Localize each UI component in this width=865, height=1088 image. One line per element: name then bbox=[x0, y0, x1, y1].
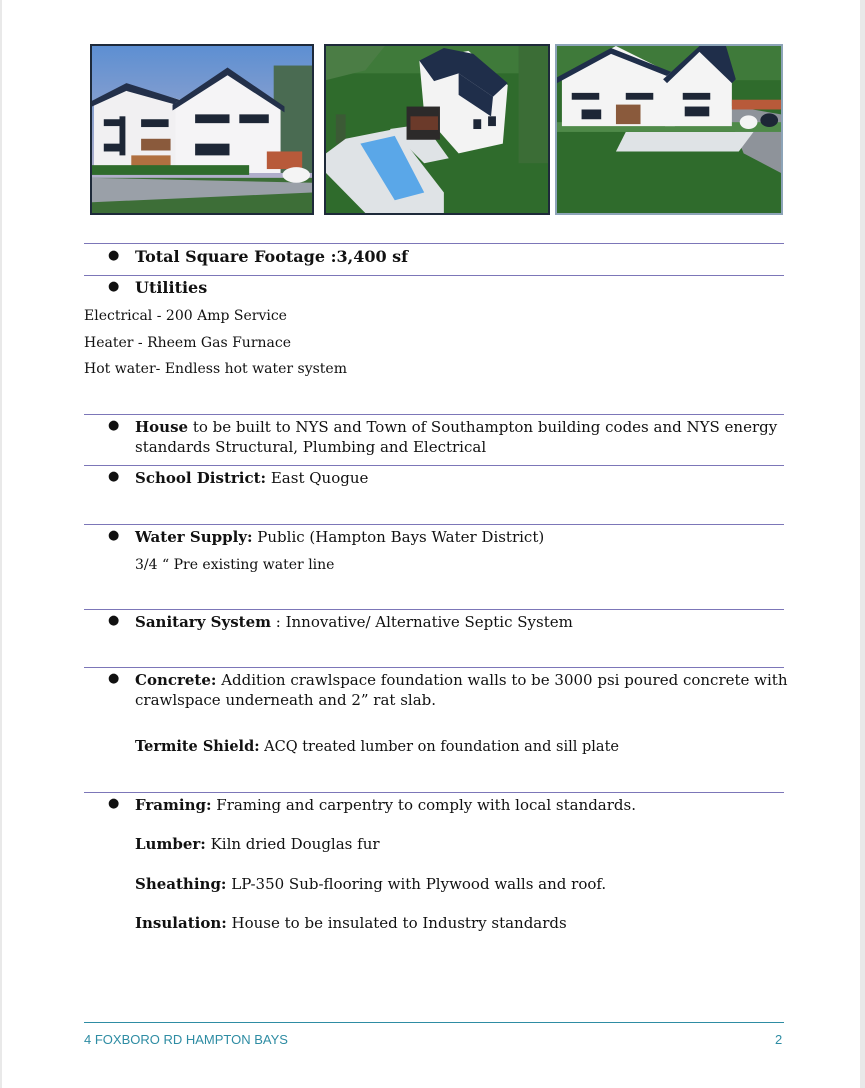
framing: Framing: Framing and carpentry to comply with local standards. bbox=[135, 796, 636, 814]
utilities-heading: Utilities bbox=[135, 278, 208, 297]
house-spec-line-2: standards Structural, Plumbing and Electrical bbox=[135, 438, 487, 456]
bullet: ● bbox=[108, 248, 120, 263]
lumber: Lumber: Kiln dried Douglas fur bbox=[135, 835, 380, 853]
utility-hot-water: Hot water- Endless hot water system bbox=[84, 361, 347, 377]
concrete-spec-line-1: Concrete: Addition crawlspace foundation walls to be 3000 psi poured concrete with bbox=[135, 671, 788, 689]
water-supply: Water Supply: Public (Hampton Bays Water District) bbox=[135, 528, 545, 546]
section-divider bbox=[84, 524, 784, 525]
section-divider bbox=[84, 465, 784, 466]
section-divider bbox=[84, 792, 784, 793]
insulation: Insulation: House to be insulated to Industry standards bbox=[135, 914, 567, 932]
footer-divider bbox=[84, 1022, 784, 1023]
section-divider bbox=[84, 275, 784, 276]
concrete-spec-line-2: crawlspace underneath and 2” rat slab. bbox=[135, 691, 437, 709]
termite-shield: Termite Shield: ACQ treated lumber on foundation and sill plate bbox=[135, 738, 619, 755]
bullet: ● bbox=[108, 796, 120, 811]
bullet: ● bbox=[108, 671, 120, 686]
utility-electrical: Electrical - 200 Amp Service bbox=[84, 308, 287, 324]
section-divider bbox=[84, 667, 784, 668]
sanitary-system: Sanitary System : Innovative/ Alternative Septic System bbox=[135, 613, 573, 631]
rendering-aerial-pool bbox=[324, 44, 550, 215]
footer-address: 4 FOXBORO RD HAMPTON BAYS bbox=[84, 1032, 288, 1047]
section-divider bbox=[84, 243, 784, 244]
section-divider bbox=[84, 414, 784, 415]
total-square-footage: Total Square Footage :3,400 sf bbox=[135, 247, 409, 266]
section-divider bbox=[84, 609, 784, 610]
house-spec-line-1: House to be built to NYS and Town of Southampton building codes and NYS energy bbox=[135, 418, 778, 436]
bullet: ● bbox=[108, 279, 120, 294]
bullet: ● bbox=[108, 418, 120, 433]
school-district: School District: East Quogue bbox=[135, 469, 369, 487]
document-page bbox=[2, 0, 860, 1088]
rendering-front-lawn bbox=[555, 44, 783, 215]
bullet: ● bbox=[108, 469, 120, 484]
rendering-front-elevation bbox=[90, 44, 314, 215]
utility-heater: Heater - Rheem Gas Furnace bbox=[84, 335, 292, 351]
bullet: ● bbox=[108, 613, 120, 628]
sheathing: Sheathing: LP-350 Sub-flooring with Plywood walls and roof. bbox=[135, 875, 607, 893]
bullet: ● bbox=[108, 528, 120, 543]
water-line-note: 3/4 “ Pre existing water line bbox=[135, 557, 335, 573]
page-number: 2 bbox=[775, 1032, 783, 1047]
